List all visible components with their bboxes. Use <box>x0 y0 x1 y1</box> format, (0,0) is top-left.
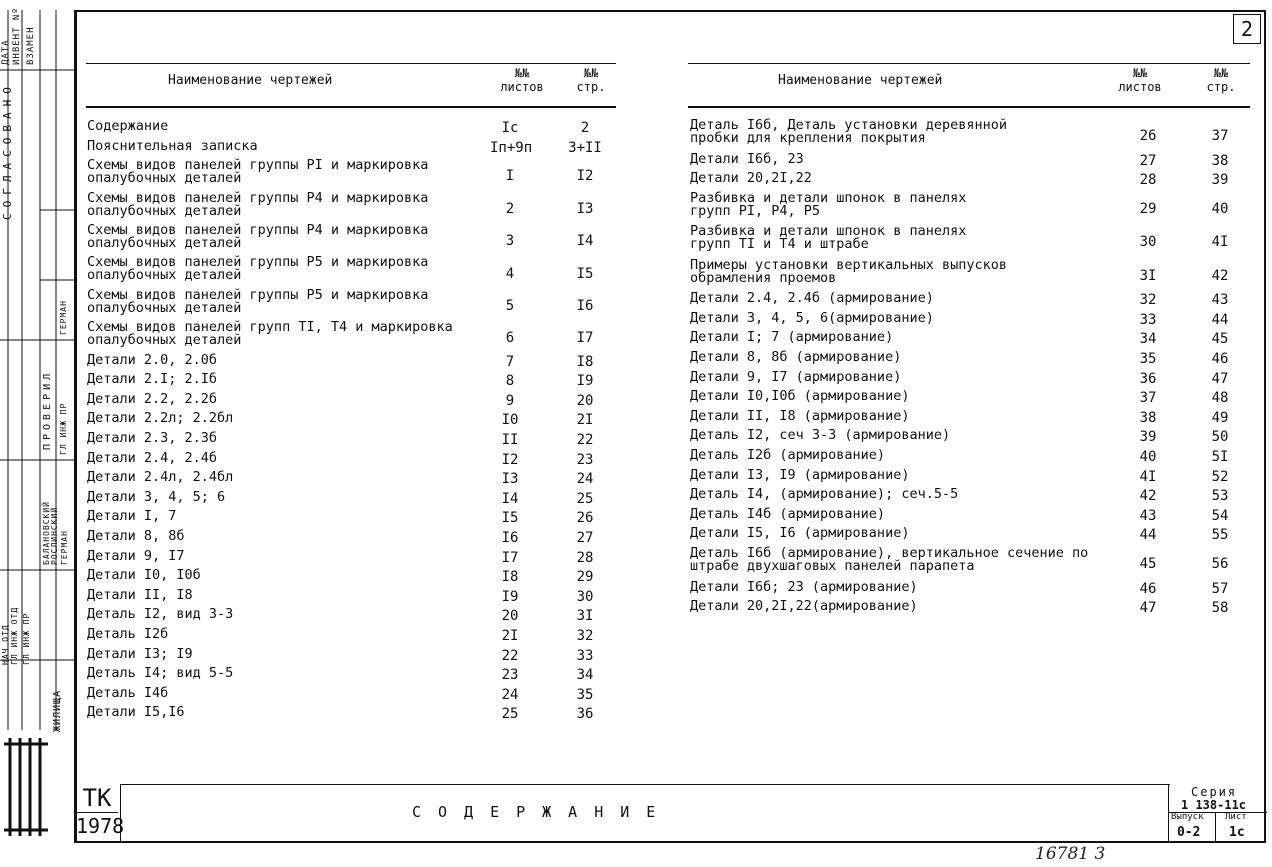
right-header-bottom-rule <box>688 106 1250 108</box>
table-row-sheet: 7 <box>505 353 515 370</box>
table-row-sheet: 37 <box>1139 390 1157 407</box>
strip-date-label: ДАТА <box>1 39 11 65</box>
table-row-name: Детали 8, 8б (армирование) <box>690 349 902 365</box>
table-row-sheet: 4 <box>505 265 515 282</box>
table-row-sheet: 29 <box>1139 200 1157 217</box>
table-row-name: Детали 2.2, 2.2б <box>87 390 218 407</box>
table-row-sheet: I2 <box>501 451 519 468</box>
table-row-sheet: 32 <box>1139 292 1157 309</box>
table-row-sheet: I <box>505 168 515 185</box>
table-row-page: I4 <box>576 233 594 250</box>
table-row-page: 39 <box>1211 172 1229 189</box>
table-row-page: I2 <box>576 168 594 185</box>
table-row-name: Схемы видов панелей группы Р4 и маркировка опалубочных деталей <box>87 189 429 219</box>
table-row-page: 57 <box>1211 580 1229 597</box>
table-row-name: Деталь I4; вид 5-5 <box>87 665 234 682</box>
strip-role-chief-engineer: ГЛ ИНЖ ПР <box>59 402 68 455</box>
table-row-name: Детали I6б, 23 <box>690 150 804 167</box>
table-row-sheet: 2I <box>501 628 519 644</box>
sheet-value: 1с <box>1229 825 1245 840</box>
table-row-sheet: II <box>501 432 519 448</box>
table-row-sheet: I9 <box>501 588 519 605</box>
table-row-page: 33 <box>576 647 594 664</box>
table-row-name: Детали I5,I6 <box>87 704 185 721</box>
table-row-sheet: I8 <box>501 569 519 586</box>
table-row-name: Деталь I2б <box>87 626 169 642</box>
right-header-pages: №№ стр. <box>1206 66 1236 94</box>
table-row-sheet: 45 <box>1139 556 1157 573</box>
table-row-name: Деталь I2, сеч 3-3 (армирование) <box>690 427 951 444</box>
right-header-name: Наименование чертежей <box>778 73 943 88</box>
table-row-page: 35 <box>576 686 594 703</box>
table-row-sheet: 35 <box>1139 351 1157 367</box>
table-row-page: 49 <box>1211 409 1229 426</box>
table-row-name: Детали II, I8 <box>87 586 193 603</box>
table-row-sheet: 20 <box>501 608 519 625</box>
table-row-sheet: 3 <box>505 233 515 250</box>
left-header-sheets: №№ листов <box>500 66 544 94</box>
table-row-sheet: 9 <box>505 392 515 409</box>
table-row-sheet: 47 <box>1139 600 1157 617</box>
table-row-name: Детали 2.3, 2.3б <box>87 430 218 446</box>
table-row-name: Деталь I2б (армирование) <box>690 447 886 463</box>
table-row-page: 29 <box>576 569 594 586</box>
table-row-name: Разбивка и детали шпонок в панелях групп PI, Р4, Р5 <box>690 189 967 219</box>
table-row-page: 23 <box>576 451 594 468</box>
table-row-page: 5I <box>1211 449 1229 465</box>
table-row-name: Примеры установки вертикальных выпусков обрамления проемов <box>690 256 1007 286</box>
table-row-page: 24 <box>576 471 594 488</box>
table-row-name: Детали I; 7 (армирование) <box>690 329 894 346</box>
strip-role-dept-engineer: ГЛ ИНЖ ОТД <box>10 606 19 665</box>
table-row-sheet: 38 <box>1139 409 1157 426</box>
table-row-sheet: I5 <box>501 510 519 527</box>
sheet-label: Лист <box>1225 812 1247 822</box>
table-row-page: 36 <box>576 706 594 723</box>
table-row-sheet: I7 <box>501 549 519 566</box>
table-row-name: Схемы видов панелей группы PI и маркировка опалубочных деталей <box>87 157 429 187</box>
table-row-page: 37 <box>1211 128 1229 145</box>
strip-role-project-engineer: ГЛ ИНЖ ПР <box>22 612 31 665</box>
table-row-name: Детали 20,2I,22 <box>690 170 812 187</box>
table-row-page: 34 <box>576 667 594 684</box>
table-row-sheet: 26 <box>1139 128 1157 145</box>
table-row-page: 28 <box>576 549 594 566</box>
issue-value: 0-2 <box>1177 825 1201 840</box>
strip-role-dept-head: НАЧ ОТД <box>1 624 10 665</box>
page-number: 2 <box>1233 14 1261 44</box>
table-row-sheet: 5 <box>505 297 515 314</box>
table-row-name: Детали II, I8 (армирование) <box>690 407 910 424</box>
right-header-sheets: №№ листов <box>1118 66 1162 94</box>
footer-tk: ТК <box>76 784 118 813</box>
table-row-page: 45 <box>1211 331 1229 348</box>
table-row-page: 42 <box>1211 267 1229 284</box>
table-row-sheet: 28 <box>1139 172 1157 189</box>
table-row-page: 4I <box>1211 234 1229 251</box>
table-row-sheet: Iп+9п <box>490 139 533 156</box>
table-row-page: I8 <box>576 353 594 370</box>
table-row-sheet: 6 <box>505 330 515 347</box>
table-row-name: Пояснительная записка <box>87 137 258 154</box>
table-row-sheet: 39 <box>1139 429 1157 446</box>
strip-name-german-2: ГЕРМАН <box>60 530 69 565</box>
table-row-sheet: 2 <box>505 200 515 217</box>
table-row-name: Детали 9, I7 <box>87 547 185 564</box>
strip-replaces-label: ВЗАМЕН <box>26 26 36 65</box>
strip-name-roslinsky: РОСЛИНСКИЙ <box>50 506 59 565</box>
table-row-page: 56 <box>1211 556 1229 573</box>
table-row-name: Схемы видов панелей группы Р5 и маркировка опалубочных деталей <box>87 254 429 284</box>
table-row-name: Детали I3; I9 <box>87 645 193 662</box>
table-row-sheet: Iс <box>501 120 519 136</box>
table-row-name: Детали 2.4, 2.4б (армирование) <box>690 290 934 307</box>
footer-title: СОДЕРЖАНИЕ <box>412 803 673 821</box>
table-row-page: 48 <box>1211 390 1229 407</box>
org-logo <box>0 732 74 842</box>
table-row-page: 2 <box>580 120 590 136</box>
org-sub-label: ЖИЛИЩА <box>52 689 63 732</box>
table-row-page: 44 <box>1211 311 1229 328</box>
table-row-sheet: 8 <box>505 373 515 390</box>
table-row-page: I5 <box>576 265 594 282</box>
table-row-sheet: I4 <box>501 490 519 507</box>
table-row-name: Деталь I6б (армирование), вертикальное сечение по штрабе двухшаговых панелей парапета <box>690 545 1089 574</box>
table-row-sheet: 22 <box>501 647 519 664</box>
footer-rule <box>120 784 1170 785</box>
strip-name-german: ГЕРМАН <box>59 300 68 335</box>
table-row-page: 22 <box>576 432 594 448</box>
table-row-sheet: I3 <box>501 471 519 488</box>
table-row-name: Детали 3, 4, 5, 6(армирование) <box>690 309 934 326</box>
table-row-sheet: 33 <box>1139 311 1157 328</box>
left-header-top-rule <box>86 63 616 64</box>
table-row-name: Детали 20,2I,22(армирование) <box>690 598 918 615</box>
series-value: 1 138-11с <box>1181 798 1247 812</box>
table-row-page: 25 <box>576 490 594 507</box>
table-row-name: Детали 2.0, 2.0б <box>87 351 218 368</box>
table-row-sheet: 24 <box>501 686 519 703</box>
table-row-sheet: 34 <box>1139 331 1157 348</box>
series-stamp <box>1168 784 1267 842</box>
table-row-name: Детали I0, I0б <box>87 567 201 584</box>
table-row-sheet: 25 <box>501 706 519 723</box>
series-label: Серия <box>1191 785 1238 799</box>
table-row-name: Детали I5, I6 (армирование) <box>690 525 910 542</box>
table-row-name: Деталь I4, (армирование); сеч.5-5 <box>690 486 959 503</box>
table-row-name: Детали I0,I0б (армирование) <box>690 388 910 405</box>
table-row-page: 55 <box>1211 527 1229 544</box>
table-row-sheet: 27 <box>1139 152 1157 169</box>
table-row-sheet: I6 <box>501 530 519 546</box>
table-row-name: Детали 3, 4, 5; 6 <box>87 488 226 505</box>
table-row-name: Деталь I6б, Деталь установки деревянной пробки для крепления покрытия <box>690 117 1007 146</box>
table-row-page: 2I <box>576 412 594 429</box>
table-row-name: Детали 8, 8б <box>87 528 185 544</box>
table-row-name: Детали 2.4л, 2.4бл <box>87 469 234 486</box>
table-row-name: Детали I3, I9 (армирование) <box>690 466 910 483</box>
right-header-top-rule <box>688 63 1250 64</box>
table-row-sheet: 36 <box>1139 370 1157 387</box>
table-row-sheet: 42 <box>1139 488 1157 505</box>
table-row-sheet: 23 <box>501 667 519 684</box>
table-row-page: 27 <box>576 530 594 546</box>
table-row-page: I7 <box>576 330 594 347</box>
table-row-sheet: 30 <box>1139 234 1157 251</box>
table-row-sheet: 43 <box>1139 507 1157 524</box>
table-row-name: Детали 2.I; 2.Iб <box>87 371 218 388</box>
table-row-page: 50 <box>1211 429 1229 446</box>
table-row-page: I9 <box>576 373 594 390</box>
table-row-page: I3 <box>576 200 594 217</box>
table-row-page: 3+II <box>568 139 602 156</box>
table-row-name: Деталь I4б (армирование) <box>690 505 886 522</box>
table-row-page: 40 <box>1211 200 1229 217</box>
table-row-name: Детали I6б; 23 (армирование) <box>690 578 918 595</box>
table-row-page: 3I <box>576 608 594 625</box>
strip-agreed-label: СОГЛАСОВАНО <box>1 81 14 220</box>
table-row-page: 53 <box>1211 488 1229 505</box>
table-row-page: 30 <box>576 588 594 605</box>
issue-label: Выпуск <box>1171 812 1204 822</box>
table-row-sheet: 40 <box>1139 449 1157 465</box>
table-row-name: Деталь I2, вид 3-3 <box>87 606 234 623</box>
table-row-sheet: 46 <box>1139 580 1157 597</box>
table-row-name: Деталь I4б <box>87 684 169 701</box>
table-row-name: Схемы видов панелей группы Р4 и маркировка опалубочных деталей <box>87 222 429 251</box>
table-row-page: 26 <box>576 510 594 527</box>
drawing-frame <box>74 10 1266 843</box>
table-row-name: Схемы видов панелей групп TI, Т4 и маркировка опалубочных деталей <box>87 319 453 349</box>
strip-checked-label: ПРОВЕРИЛ <box>42 369 53 450</box>
table-row-name: Разбивка и детали шпонок в панелях групп TI и Т4 и штрабе <box>690 223 967 253</box>
side-strip <box>0 7 74 843</box>
table-row-name: Содержание <box>87 118 169 134</box>
table-row-page: 52 <box>1211 468 1229 485</box>
footer-tk-block <box>74 784 125 842</box>
left-header-bottom-rule <box>86 106 616 108</box>
table-row-name: Детали 9, I7 (армирование) <box>690 368 902 385</box>
footer-year: 1978 <box>76 814 125 838</box>
left-header-pages: №№ стр. <box>576 66 606 94</box>
table-row-name: Детали I, 7 <box>87 508 177 525</box>
table-row-sheet: 3I <box>1139 267 1157 284</box>
table-row-page: 43 <box>1211 292 1229 309</box>
table-row-page: 38 <box>1211 152 1229 169</box>
table-row-name: Детали 2.2л; 2.2бл <box>87 410 234 427</box>
table-row-sheet: 44 <box>1139 527 1157 544</box>
strip-name-balanovsky: БАЛАНОВСКИЙ <box>42 501 51 565</box>
table-row-page: 54 <box>1211 507 1229 524</box>
table-row-page: 58 <box>1211 600 1229 617</box>
handwritten-note: 16781 3 <box>1035 844 1106 864</box>
table-row-name: Схемы видов панелей группы Р5 и маркировка опалубочных деталей <box>87 286 429 316</box>
table-row-page: 46 <box>1211 351 1229 367</box>
table-row-page: 32 <box>576 628 594 644</box>
table-row-page: I6 <box>576 297 594 314</box>
table-row-page: 20 <box>576 392 594 409</box>
table-row-name: Детали 2.4, 2.4б <box>87 449 218 466</box>
table-row-sheet: 4I <box>1139 468 1157 485</box>
strip-inventory-label: ИНВЕНТ Nº <box>12 7 22 65</box>
left-header-name: Наименование чертежей <box>168 73 333 88</box>
table-row-page: 47 <box>1211 370 1229 387</box>
table-row-sheet: I0 <box>501 412 519 429</box>
